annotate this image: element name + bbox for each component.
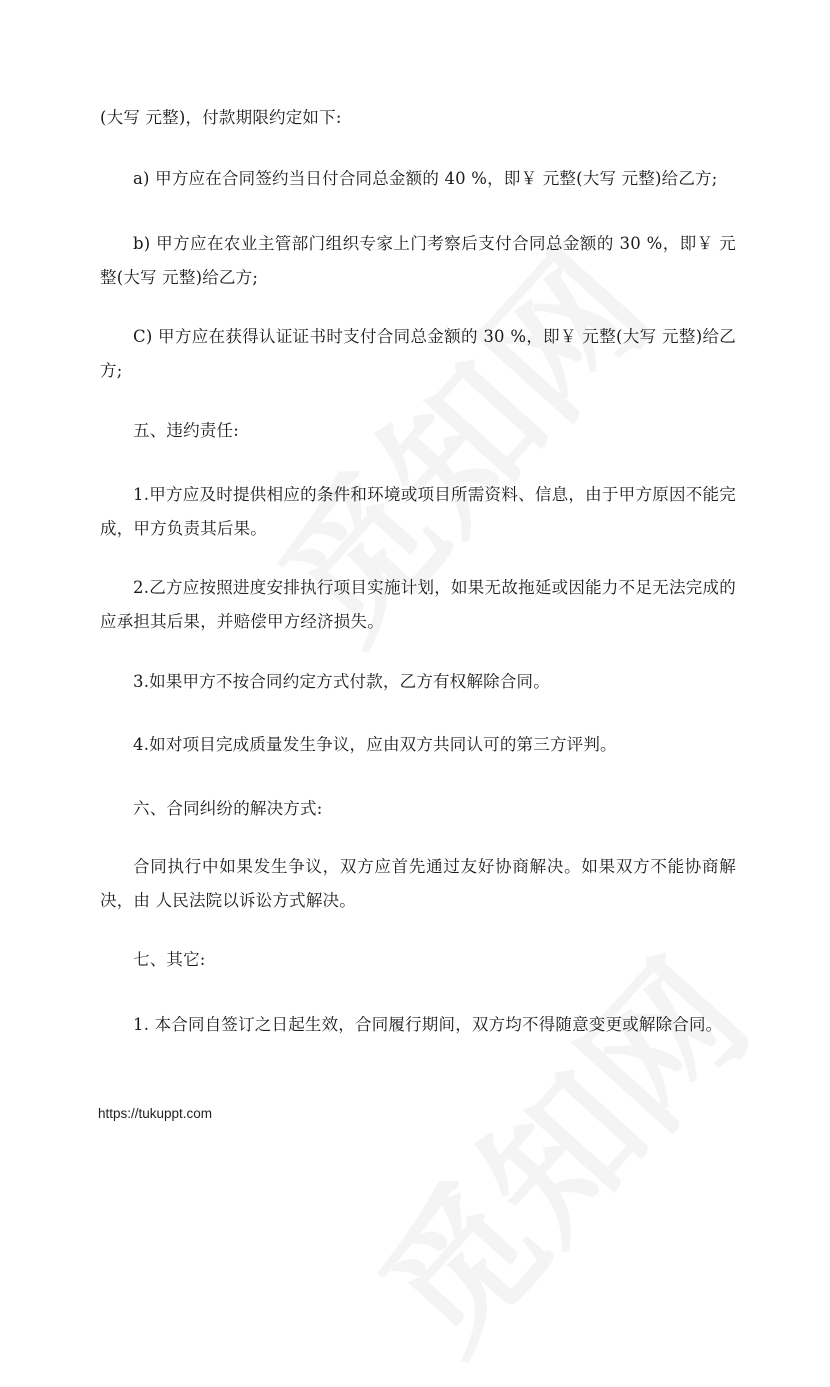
paragraph-payment-a: a) 甲方应在合同签约当日付合同总金额的 40 %，即￥ 元整(大写 元整)给乙方; — [133, 169, 718, 188]
paragraph-payment-terms-intro: (大写 元整)，付款期限约定如下: — [100, 108, 342, 127]
paragraph-breach-3: 3.如果甲方不按合同约定方式付款，乙方有权解除合同。 — [133, 672, 550, 691]
section-heading-other: 七、其它: — [133, 950, 206, 969]
paragraph-other-1: 1. 本合同自签订之日起生效，合同履行期间，双方均不得随意变更或解除合同。 — [133, 1015, 723, 1034]
paragraph-breach-4: 4.如对项目完成质量发生争议，应由双方共同认可的第三方评判。 — [133, 735, 617, 754]
section-heading-breach: 五、违约责任: — [133, 421, 239, 440]
paragraph-disputes: 合同执行中如果发生争议，双方应首先通过友好协商解决。如果双方不能协商解决，由 人民法院以诉讼方式解决。 — [100, 857, 736, 910]
section-heading-disputes: 六、合同纠纷的解决方式: — [133, 799, 323, 818]
paragraph-breach-2: 2.乙方应按照进度安排执行项目实施计划，如果无故拖延或因能力不足无法完成的应承担其后果，并赔偿甲方经济损失。 — [100, 578, 736, 631]
paragraph-payment-b: b) 甲方应在农业主管部门组织专家上门考察后支付合同总金额的 30 %，即￥ 元整(大写 元整)给乙方; — [100, 234, 736, 287]
watermark — [324, 909, 786, 1387]
paragraph-breach-1: 1.甲方应及时提供相应的条件和环境或项目所需资料、信息，由于甲方原因不能完成，甲方负责其后果。 — [100, 485, 736, 538]
footer-url[interactable]: https://tukuppt.com — [98, 1106, 213, 1121]
paragraph-payment-c: C) 甲方应在获得认证证书时支付合同总金额的 30 %，即￥ 元整(大写 元整)给乙方; — [100, 327, 736, 380]
